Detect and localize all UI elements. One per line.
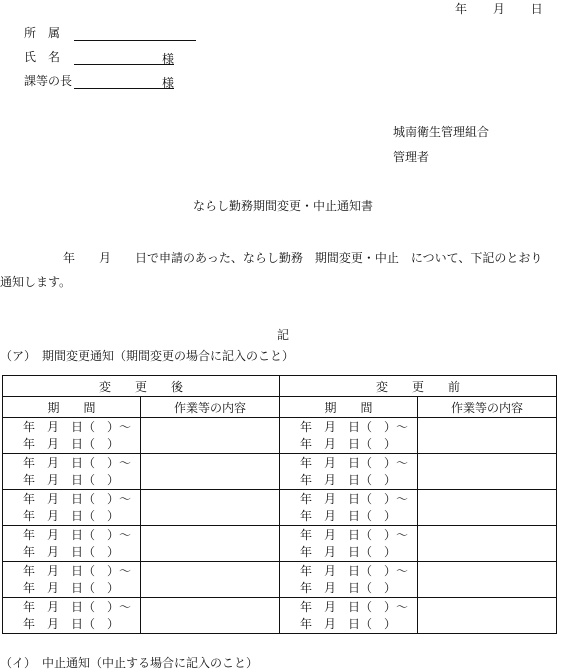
period-start: 年 月 日（ ）～ bbox=[23, 527, 132, 542]
field-label: 所 属 bbox=[24, 26, 61, 40]
before-content-cell[interactable] bbox=[418, 598, 557, 634]
table-row bbox=[3, 562, 557, 598]
after-period-cell[interactable] bbox=[3, 598, 141, 634]
period-start: 年 月 日（ ）～ bbox=[23, 563, 132, 578]
before-period-cell[interactable] bbox=[280, 562, 418, 598]
field-chief-line[interactable] bbox=[74, 74, 174, 89]
field-label: 氏 名 bbox=[24, 50, 61, 64]
after-content-header: 作業等の内容 bbox=[141, 397, 280, 418]
period-start: 年 月 日（ ）～ bbox=[23, 455, 132, 470]
body-line-2: 通知します。 bbox=[0, 275, 72, 289]
before-content-cell[interactable] bbox=[418, 454, 557, 490]
before-content-cell[interactable] bbox=[418, 526, 557, 562]
section-a-heading: （ア） 期間変更通知（期間変更の場合に記入のこと） bbox=[0, 349, 295, 363]
date-year: 年 bbox=[455, 2, 468, 16]
after-content-cell[interactable] bbox=[141, 490, 280, 526]
field-label: 課等の長 bbox=[24, 74, 73, 88]
before-content-cell[interactable] bbox=[418, 562, 557, 598]
after-content-cell[interactable] bbox=[141, 598, 280, 634]
after-content-cell[interactable] bbox=[141, 454, 280, 490]
period-start: 年 月 日（ ）～ bbox=[23, 419, 132, 434]
after-period-cell[interactable] bbox=[3, 418, 141, 454]
before-period-cell[interactable] bbox=[280, 598, 418, 634]
section-i-heading: （イ） 中止通知（中止する場合に記入のこと） bbox=[0, 656, 259, 670]
before-period-cell[interactable] bbox=[280, 490, 418, 526]
date-line bbox=[455, 0, 543, 17]
period-start: 年 月 日（ ）～ bbox=[300, 527, 409, 542]
table-row bbox=[3, 598, 557, 634]
table-subheader-row bbox=[3, 397, 557, 418]
after-period-cell[interactable] bbox=[3, 562, 141, 598]
manager-title: 管理者 bbox=[393, 150, 430, 164]
period-end: 年 月 日（ ） bbox=[23, 544, 120, 559]
period-end: 年 月 日（ ） bbox=[300, 544, 397, 559]
after-content-cell[interactable] bbox=[141, 562, 280, 598]
before-content-header: 作業等の内容 bbox=[418, 397, 557, 418]
before-content-cell[interactable] bbox=[418, 490, 557, 526]
period-end: 年 月 日（ ） bbox=[23, 436, 120, 451]
period-change-table bbox=[2, 375, 557, 634]
period-start: 年 月 日（ ）～ bbox=[300, 599, 409, 614]
period-end: 年 月 日（ ） bbox=[23, 508, 120, 523]
table-header-row bbox=[3, 376, 557, 397]
period-end: 年 月 日（ ） bbox=[23, 616, 120, 631]
ki-heading: 記 bbox=[276, 328, 289, 342]
after-content-cell[interactable] bbox=[141, 526, 280, 562]
period-end: 年 月 日（ ） bbox=[300, 616, 397, 631]
period-end: 年 月 日（ ） bbox=[300, 472, 397, 487]
period-start: 年 月 日（ ）～ bbox=[300, 491, 409, 506]
before-header: 変 更 前 bbox=[280, 376, 557, 397]
after-period-cell[interactable] bbox=[3, 490, 141, 526]
field-name-line[interactable] bbox=[74, 50, 174, 65]
table-row bbox=[3, 454, 557, 490]
field-name bbox=[24, 48, 174, 65]
table-row bbox=[3, 526, 557, 562]
document-title: ならし勤務期間変更・中止通知書 bbox=[192, 199, 373, 213]
organization-name: 城南衛生管理組合 bbox=[393, 125, 490, 139]
date-day: 日 bbox=[530, 2, 543, 16]
after-period-header: 期 間 bbox=[3, 397, 141, 418]
honorific: 様 bbox=[161, 76, 174, 90]
after-content-cell[interactable] bbox=[141, 418, 280, 454]
table-row bbox=[3, 418, 557, 454]
field-affiliation bbox=[24, 24, 196, 41]
before-period-cell[interactable] bbox=[280, 418, 418, 454]
before-period-cell[interactable] bbox=[280, 526, 418, 562]
table-body bbox=[3, 418, 557, 634]
after-period-cell[interactable] bbox=[3, 454, 141, 490]
period-start: 年 月 日（ ）～ bbox=[300, 419, 409, 434]
period-end: 年 月 日（ ） bbox=[300, 436, 397, 451]
after-period-cell[interactable] bbox=[3, 526, 141, 562]
period-start: 年 月 日（ ）～ bbox=[23, 599, 132, 614]
period-end: 年 月 日（ ） bbox=[23, 580, 120, 595]
period-end: 年 月 日（ ） bbox=[300, 508, 397, 523]
period-start: 年 月 日（ ）～ bbox=[300, 563, 409, 578]
period-end: 年 月 日（ ） bbox=[300, 580, 397, 595]
before-period-cell[interactable] bbox=[280, 454, 418, 490]
table-row bbox=[3, 490, 557, 526]
before-period-header: 期 間 bbox=[280, 397, 418, 418]
honorific: 様 bbox=[161, 52, 174, 66]
period-start: 年 月 日（ ）～ bbox=[300, 455, 409, 470]
date-month: 月 bbox=[492, 2, 505, 16]
field-section-chief bbox=[24, 72, 174, 89]
before-content-cell[interactable] bbox=[418, 418, 557, 454]
period-end: 年 月 日（ ） bbox=[23, 472, 120, 487]
after-header: 変 更 後 bbox=[3, 376, 280, 397]
body-line-1: 年 月 日で申請のあった、ならし勤務 期間変更・中止 について、下記のとおり bbox=[63, 251, 543, 265]
period-start: 年 月 日（ ）～ bbox=[23, 491, 132, 506]
field-affiliation-line[interactable] bbox=[74, 26, 196, 41]
